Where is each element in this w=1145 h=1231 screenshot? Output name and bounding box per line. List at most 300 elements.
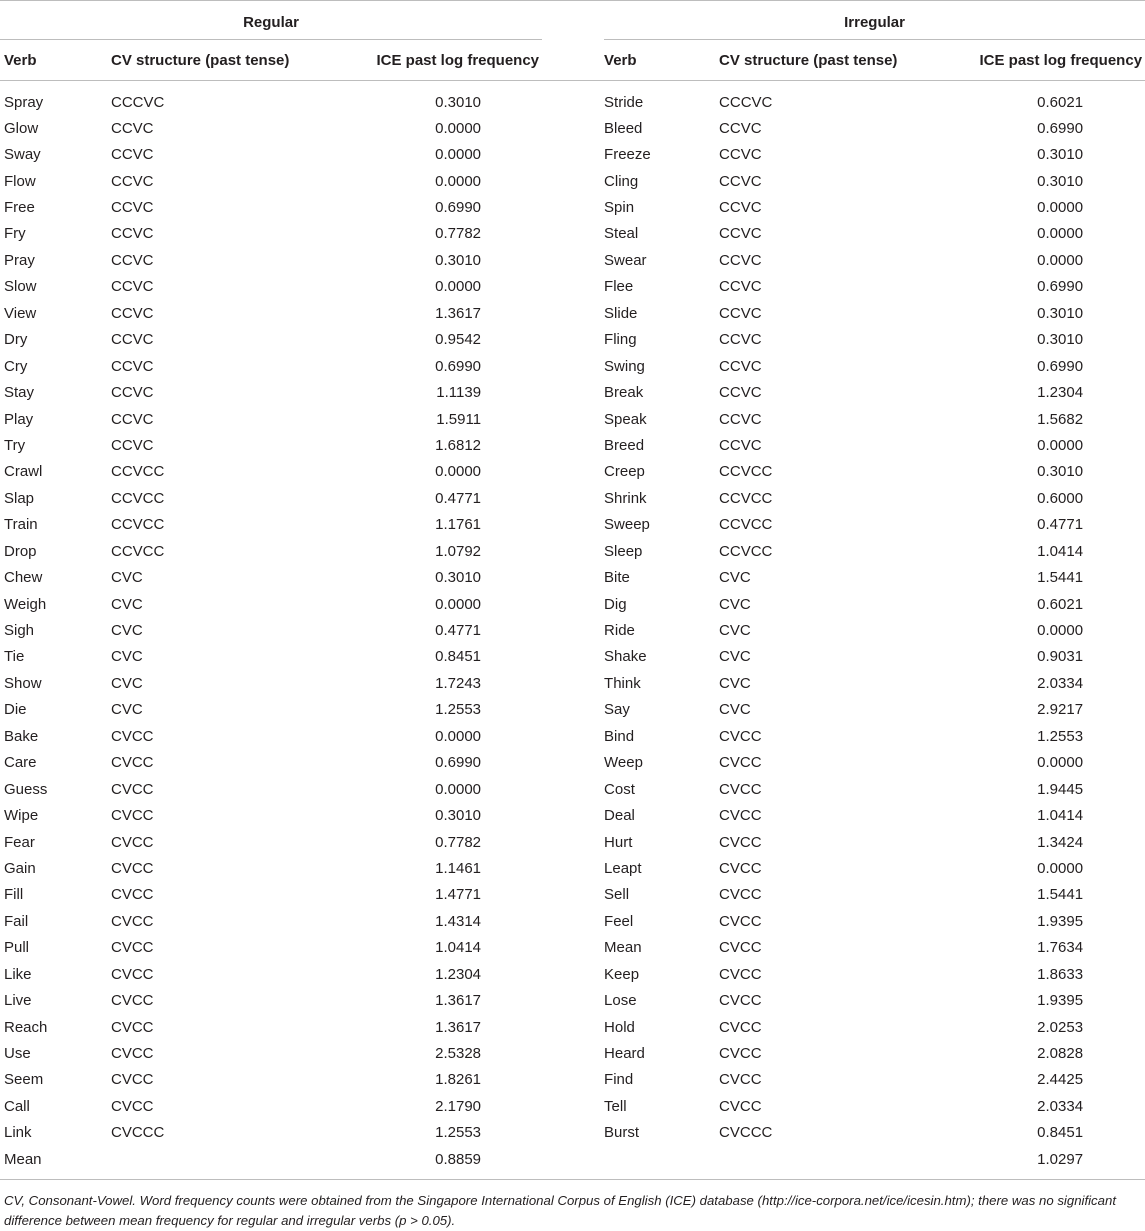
table-row [0, 194, 1145, 220]
regular-verb-cell: Cry [4, 357, 28, 375]
irregular-cv-cell: CCCVC [719, 93, 773, 111]
column-gap [542, 40, 604, 81]
irregular-verb-cell: Mean [604, 939, 642, 957]
regular-cv-cell: CCVC [111, 357, 154, 375]
column-gap [542, 564, 604, 590]
regular-cv-cell: CVCC [111, 1097, 154, 1115]
column-gap [542, 194, 604, 220]
irregular-verb-cell: Feel [604, 912, 634, 930]
table-row [0, 644, 1145, 670]
table-row [0, 1146, 1145, 1179]
regular-verb-cell: Dry [4, 331, 28, 349]
irregular-verb-cell: Creep [604, 463, 645, 481]
regular-freq-cell: 0.3010 [435, 251, 482, 269]
regular-cv-cell: CVCC [111, 965, 154, 983]
regular-cv-cell: CCVCC [111, 489, 165, 507]
irregular-freq-cell: 2.0334 [1037, 674, 1084, 692]
regular-cv-cell: CCVC [111, 278, 154, 296]
irregular-cv-cell: CCVC [719, 278, 762, 296]
table-footnote: CV, Consonant-Vowel. Word frequency counts were obtained from the Singapore International Corpus of English (ICE) database (http://ice-corpora.net/ice/icesin.htm); there was no significant difference between mean frequency for regular and irregular verbs (p > 0.05). [4, 1193, 1116, 1228]
regular-cv-cell: CCVC [111, 172, 154, 190]
irregular-cv-cell: CVCC [719, 1097, 762, 1115]
irregular-verb-cell: Fling [604, 331, 637, 349]
regular-cv-cell: CCVC [111, 199, 154, 217]
irregular-cv-cell: CCVC [719, 436, 762, 454]
table-row [0, 1040, 1145, 1066]
regular-freq-cell: 0.0000 [435, 278, 482, 296]
regular-cv-cell [111, 1146, 297, 1179]
regular-verb-cell: View [4, 304, 37, 322]
irregular-verb-cell: Shrink [604, 489, 647, 507]
irregular-cv-cell: CCVC [719, 304, 762, 322]
regular-verb-cell: Care [4, 754, 37, 772]
irregular-cv-cell: CVCCC [719, 1124, 773, 1142]
table-row [0, 459, 1145, 485]
irregular-verb-cell: Swing [604, 357, 645, 375]
regular-freq-cell: 0.0000 [435, 463, 482, 481]
irregular-verb-cell: Cling [604, 172, 639, 190]
irregular-verb-cell: Hold [604, 1018, 635, 1036]
regular-cv-cell: CVC [111, 701, 143, 719]
irregular-verb-cell: Bite [604, 569, 630, 587]
regular-verb-cell: Die [4, 701, 27, 719]
regular-freq-cell: 0.8451 [435, 648, 482, 666]
column-gap [542, 855, 604, 881]
irregular-cv-cell: CVCC [719, 939, 762, 957]
regular-freq-cell: 1.3617 [435, 1018, 482, 1036]
regular-cv-cell: CVCC [111, 1071, 154, 1089]
regular-freq-cell: 1.7243 [435, 674, 482, 692]
header-verb-irregular: Verb [604, 40, 719, 81]
irregular-freq-cell: 0.6990 [1037, 278, 1084, 296]
irregular-freq-cell: 0.0000 [1037, 199, 1084, 217]
irregular-freq-cell: 1.0414 [1037, 542, 1084, 560]
regular-verb-cell: Show [4, 674, 42, 692]
regular-verb-cell: Guess [4, 780, 48, 798]
regular-cv-cell: CVCC [111, 780, 154, 798]
irregular-cv-cell: CVCC [719, 833, 762, 851]
regular-freq-cell: 2.1790 [435, 1097, 482, 1115]
table-row [0, 379, 1145, 405]
table-row [0, 882, 1145, 908]
column-gap [542, 829, 604, 855]
irregular-verb-cell: Deal [604, 807, 635, 825]
table-row [0, 512, 1145, 538]
regular-verb-cell: Play [4, 410, 34, 428]
header-cv-regular: CV structure (past tense) [111, 40, 297, 81]
regular-cv-cell: CCVC [111, 225, 154, 243]
regular-verb-cell: Train [4, 516, 38, 534]
irregular-cv-cell: CVCC [719, 859, 762, 877]
table-row [0, 221, 1145, 247]
table-row [0, 961, 1145, 987]
column-gap [542, 1093, 604, 1119]
irregular-freq-cell: 0.6000 [1037, 489, 1084, 507]
regular-verb-cell: Like [4, 965, 32, 983]
regular-cv-cell: CVCC [111, 859, 154, 877]
irregular-freq-cell: 2.4425 [1037, 1071, 1084, 1089]
column-gap [542, 723, 604, 749]
column-gap [542, 750, 604, 776]
regular-cv-cell: CCVC [111, 146, 154, 164]
regular-cv-cell: CVC [111, 648, 143, 666]
column-gap [542, 802, 604, 828]
irregular-cv-cell: CVCC [719, 1045, 762, 1063]
irregular-cv-cell: CCVC [719, 251, 762, 269]
regular-freq-cell: 0.0000 [435, 119, 482, 137]
regular-verb-cell: Fear [4, 833, 35, 851]
regular-verb-cell: Flow [4, 172, 36, 190]
irregular-freq-cell: 0.0000 [1037, 622, 1084, 640]
column-gap [542, 1, 604, 40]
regular-freq-cell: 1.0414 [435, 939, 482, 957]
header-verb-regular: Verb [0, 40, 111, 81]
irregular-verb-cell: Dig [604, 595, 627, 613]
irregular-cv-cell: CCVCC [719, 463, 773, 481]
column-gap [542, 697, 604, 723]
regular-freq-cell: 0.7782 [435, 225, 482, 243]
regular-verb-cell: Glow [4, 119, 39, 137]
irregular-verb-cell: Speak [604, 410, 647, 428]
irregular-verb-cell: Lose [604, 992, 637, 1010]
table-row [0, 327, 1145, 353]
regular-cv-cell: CVCC [111, 833, 154, 851]
column-gap [542, 379, 604, 405]
irregular-cv-cell: CVCC [719, 1018, 762, 1036]
irregular-verb-cell: Stride [604, 93, 644, 111]
regular-cv-cell: CVCC [111, 727, 154, 745]
irregular-cv-cell: CVCC [719, 780, 762, 798]
regular-verb-cell: Fill [4, 886, 24, 904]
irregular-verb-cell: Spin [604, 199, 635, 217]
irregular-cv-cell: CVC [719, 622, 751, 640]
irregular-cv-cell: CVCC [719, 807, 762, 825]
irregular-freq-cell: 0.4771 [1037, 516, 1084, 534]
irregular-cv-cell: CCVC [719, 146, 762, 164]
column-gap [542, 406, 604, 432]
regular-freq-cell: 0.6990 [435, 357, 482, 375]
regular-cv-cell: CVCC [111, 807, 154, 825]
regular-freq-cell: 1.3617 [435, 304, 482, 322]
regular-cv-cell: CVCC [111, 1018, 154, 1036]
table-row [0, 115, 1145, 141]
regular-verb-cell: Drop [4, 542, 37, 560]
irregular-cv-cell: CCVC [719, 172, 762, 190]
table-row [0, 697, 1145, 723]
regular-verb-cell: Wipe [4, 807, 39, 825]
column-gap [542, 327, 604, 353]
column-gap [542, 591, 604, 617]
regular-freq-cell: 1.6812 [435, 436, 482, 454]
table-row [0, 776, 1145, 802]
table-row [0, 168, 1145, 194]
regular-freq-cell: 0.0000 [435, 727, 482, 745]
irregular-freq-cell: 0.3010 [1037, 146, 1084, 164]
regular-verb-cell: Pray [4, 251, 35, 269]
regular-cv-cell: CVC [111, 569, 143, 587]
irregular-verb-cell: Think [604, 674, 641, 692]
table-row [0, 247, 1145, 273]
column-gap [542, 353, 604, 379]
regular-freq-cell: 1.0792 [435, 542, 482, 560]
column-gap [542, 670, 604, 696]
column-gap [542, 961, 604, 987]
irregular-cv-cell: CCVCC [719, 542, 773, 560]
irregular-freq-cell: 1.9395 [1037, 992, 1084, 1010]
regular-verb-cell: Crawl [4, 463, 43, 481]
regular-freq-cell: 0.0000 [435, 595, 482, 613]
irregular-freq-cell: 0.6990 [1037, 357, 1084, 375]
irregular-cv-cell: CVCC [719, 992, 762, 1010]
regular-verb-cell: Sway [4, 146, 41, 164]
regular-cv-cell: CVCC [111, 992, 154, 1010]
irregular-freq-cell: 0.0000 [1037, 754, 1084, 772]
table-row [0, 1014, 1145, 1040]
regular-cv-cell: CVCC [111, 939, 154, 957]
column-gap [542, 935, 604, 961]
irregular-verb-cell: Shake [604, 648, 647, 666]
regular-verb-cell: Call [4, 1097, 30, 1115]
irregular-cv-cell: CCVC [719, 384, 762, 402]
regular-verb-cell: Pull [4, 939, 30, 957]
irregular-freq-cell: 1.0297 [905, 1146, 1145, 1179]
irregular-cv-cell [719, 1146, 905, 1179]
irregular-cv-cell: CVCC [719, 912, 762, 930]
column-gap [542, 776, 604, 802]
column-gap [542, 987, 604, 1013]
regular-freq-cell: 1.2553 [435, 701, 482, 719]
table-row [0, 750, 1145, 776]
irregular-freq-cell: 1.5441 [1037, 886, 1084, 904]
regular-freq-cell: 0.7782 [435, 833, 482, 851]
regular-verb-cell: Free [4, 199, 35, 217]
table-row [0, 300, 1145, 326]
regular-cv-cell: CCVC [111, 251, 154, 269]
header-cv-irregular: CV structure (past tense) [719, 40, 905, 81]
irregular-freq-cell: 0.0000 [1037, 251, 1084, 269]
table-body [0, 81, 1145, 1180]
regular-cv-cell: CCVC [111, 119, 154, 137]
irregular-verb-cell: Sweep [604, 516, 650, 534]
irregular-freq-cell: 1.9445 [1037, 780, 1084, 798]
regular-cv-cell: CVCC [111, 912, 154, 930]
regular-verb-cell: Fry [4, 225, 26, 243]
table-row [0, 141, 1145, 167]
irregular-verb-cell: Keep [604, 965, 640, 983]
column-gap [542, 882, 604, 908]
irregular-cv-cell: CVC [719, 648, 751, 666]
regular-freq-cell: 1.5911 [436, 410, 482, 428]
regular-cv-cell: CCCVC [111, 93, 165, 111]
regular-verb-cell: Bake [4, 727, 39, 745]
irregular-verb-cell: Weep [604, 754, 643, 772]
irregular-cv-cell: CCVC [719, 199, 762, 217]
column-gap [542, 432, 604, 458]
irregular-cv-cell: CVC [719, 674, 751, 692]
table-row [0, 670, 1145, 696]
table-row [0, 829, 1145, 855]
regular-verb-cell: Fail [4, 912, 29, 930]
regular-cv-cell: CCVC [111, 384, 154, 402]
regular-cv-cell: CVCC [111, 886, 154, 904]
column-gap [542, 141, 604, 167]
irregular-verb-cell: Hurt [604, 833, 633, 851]
table-row [0, 617, 1145, 643]
regular-cv-cell: CCVCC [111, 542, 165, 560]
column-gap [542, 617, 604, 643]
regular-freq-cell: 0.8859 [297, 1146, 542, 1179]
group-header-row [0, 1, 1145, 40]
irregular-verb-cell: Swear [604, 251, 647, 269]
irregular-freq-cell: 2.9217 [1037, 701, 1084, 719]
column-gap [542, 1120, 604, 1146]
regular-verb-cell: Live [4, 992, 32, 1010]
regular-freq-cell: 1.1461 [435, 859, 482, 877]
irregular-verb-cell: Sell [604, 886, 630, 904]
column-gap [542, 115, 604, 141]
regular-cv-cell: CVCC [111, 1045, 154, 1063]
table-row [0, 723, 1145, 749]
irregular-freq-cell: 0.6021 [1037, 595, 1084, 613]
regular-freq-cell: 1.4771 [435, 886, 482, 904]
irregular-verb-cell [604, 1146, 719, 1179]
regular-cv-cell: CCVC [111, 304, 154, 322]
regular-freq-cell: 0.0000 [435, 780, 482, 798]
regular-cv-cell: CVC [111, 622, 143, 640]
regular-freq-cell: 0.4771 [435, 489, 482, 507]
irregular-cv-cell: CCVC [719, 225, 762, 243]
irregular-freq-cell: 1.5441 [1037, 569, 1084, 587]
group-header-regular: Regular [0, 1, 542, 40]
irregular-cv-cell: CVCC [719, 965, 762, 983]
table-row [0, 406, 1145, 432]
regular-freq-cell: 0.4771 [435, 622, 482, 640]
irregular-freq-cell: 0.3010 [1037, 172, 1084, 190]
table-row [0, 564, 1145, 590]
regular-verb-cell: Seem [4, 1071, 44, 1089]
irregular-verb-cell: Bind [604, 727, 635, 745]
irregular-cv-cell: CCVC [719, 357, 762, 375]
regular-freq-cell: 0.6990 [435, 199, 482, 217]
irregular-cv-cell: CVCC [719, 727, 762, 745]
regular-cv-cell: CCVC [111, 436, 154, 454]
irregular-freq-cell: 0.3010 [1037, 331, 1084, 349]
regular-verb-cell: Slap [4, 489, 35, 507]
column-gap [542, 1014, 604, 1040]
irregular-freq-cell: 1.5682 [1037, 410, 1084, 428]
irregular-verb-cell: Heard [604, 1045, 645, 1063]
irregular-cv-cell: CVCC [719, 886, 762, 904]
irregular-verb-cell: Burst [604, 1124, 640, 1142]
irregular-cv-cell: CCVCC [719, 489, 773, 507]
regular-freq-cell: 0.6990 [435, 754, 482, 772]
group-header-irregular: Irregular [604, 1, 1145, 40]
irregular-verb-cell: Sleep [604, 542, 643, 560]
column-gap [542, 1146, 604, 1179]
regular-freq-cell: 1.2553 [435, 1124, 482, 1142]
table-row [0, 1120, 1145, 1146]
irregular-freq-cell: 1.2553 [1037, 727, 1084, 745]
irregular-verb-cell: Ride [604, 622, 635, 640]
regular-verb-cell: Sigh [4, 622, 35, 640]
irregular-verb-cell: Bleed [604, 119, 643, 137]
irregular-freq-cell: 0.0000 [1037, 225, 1084, 243]
table-row [0, 485, 1145, 511]
regular-freq-cell: 0.0000 [435, 146, 482, 164]
header-freq-regular: ICE past log frequency [297, 40, 542, 81]
irregular-verb-cell: Find [604, 1071, 634, 1089]
irregular-cv-cell: CVCC [719, 1071, 762, 1089]
column-gap [542, 485, 604, 511]
irregular-cv-cell: CCVC [719, 331, 762, 349]
irregular-freq-cell: 1.8633 [1037, 965, 1084, 983]
irregular-verb-cell: Breed [604, 436, 645, 454]
regular-cv-cell: CVC [111, 674, 143, 692]
irregular-verb-cell: Say [604, 701, 630, 719]
regular-freq-cell: 1.1761 [435, 516, 482, 534]
column-gap [542, 300, 604, 326]
irregular-freq-cell: 1.7634 [1037, 939, 1084, 957]
regular-verb-cell: Link [4, 1124, 32, 1142]
column-gap [542, 168, 604, 194]
irregular-verb-cell: Leapt [604, 859, 642, 877]
irregular-cv-cell: CCVC [719, 410, 762, 428]
regular-freq-cell: 0.3010 [435, 569, 482, 587]
table-row [0, 855, 1145, 881]
irregular-freq-cell: 0.6990 [1037, 119, 1084, 137]
table-row [0, 274, 1145, 300]
regular-freq-cell: 1.3617 [435, 992, 482, 1010]
regular-freq-cell: 0.3010 [435, 93, 482, 111]
column-gap [542, 81, 604, 116]
irregular-cv-cell: CVCC [719, 754, 762, 772]
table-row [0, 802, 1145, 828]
regular-cv-cell: CVC [111, 595, 143, 613]
irregular-freq-cell: 0.8451 [1037, 1124, 1084, 1142]
irregular-verb-cell: Tell [604, 1097, 627, 1115]
regular-cv-cell: CCVC [111, 331, 154, 349]
irregular-cv-cell: CCVC [719, 119, 762, 137]
irregular-cv-cell: CVC [719, 701, 751, 719]
regular-verb-cell: Slow [4, 278, 37, 296]
regular-cv-cell: CVCCC [111, 1124, 165, 1142]
column-gap [542, 221, 604, 247]
regular-verb-cell: Try [4, 436, 26, 454]
irregular-cv-cell: CCVCC [719, 516, 773, 534]
column-gap [542, 274, 604, 300]
regular-cv-cell: CCVCC [111, 463, 165, 481]
regular-verb-cell: Mean [0, 1146, 111, 1179]
table-row [0, 1093, 1145, 1119]
table-row [0, 353, 1145, 379]
irregular-freq-cell: 0.3010 [1037, 304, 1084, 322]
irregular-freq-cell: 2.0828 [1037, 1045, 1084, 1063]
column-gap [542, 908, 604, 934]
regular-freq-cell: 0.9542 [435, 331, 482, 349]
column-gap [542, 644, 604, 670]
regular-cv-cell: CCVCC [111, 516, 165, 534]
regular-cv-cell: CCVC [111, 410, 154, 428]
irregular-freq-cell: 0.0000 [1037, 859, 1084, 877]
column-gap [542, 247, 604, 273]
regular-verb-cell: Stay [4, 384, 35, 402]
column-gap [542, 512, 604, 538]
irregular-freq-cell: 1.3424 [1037, 833, 1084, 851]
regular-freq-cell: 0.3010 [435, 807, 482, 825]
table-row [0, 432, 1145, 458]
header-freq-irregular: ICE past log frequency [905, 40, 1145, 81]
column-header-row [0, 40, 1145, 81]
